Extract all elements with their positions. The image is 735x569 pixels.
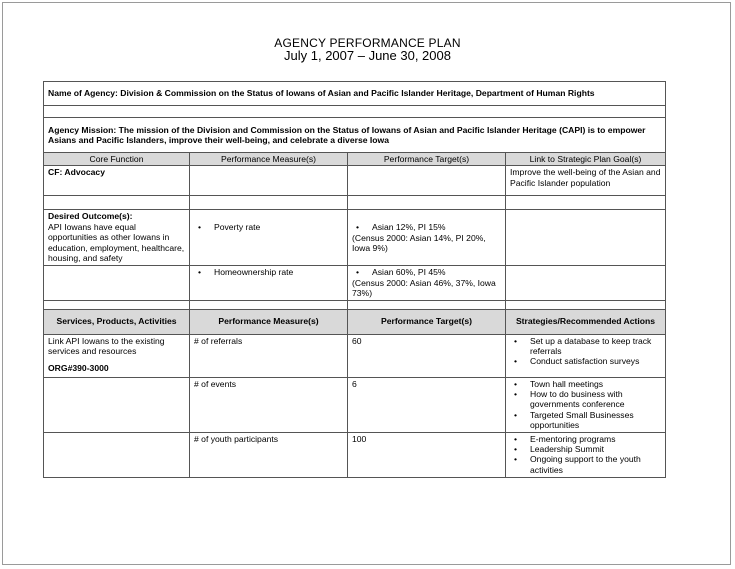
desired-outcome-text: API Iowans have equal opportunities as other Iowans in education, employment, healthcare, housing, and safety bbox=[48, 221, 185, 264]
strategic-goal-cell: Improve the well-being of the Asian and Pacific Islander population bbox=[506, 166, 666, 196]
section1-header-row bbox=[44, 153, 666, 166]
header-core-function: Core Function bbox=[44, 153, 190, 166]
header-strategies-actions: Strategies/Recommended Actions bbox=[506, 309, 666, 334]
performance-plan-table bbox=[43, 81, 666, 478]
action-item: • Conduct satisfaction surveys bbox=[510, 356, 661, 366]
youth-participants-row bbox=[44, 432, 666, 477]
measure-poverty-rate: • Poverty rate bbox=[194, 222, 343, 232]
action-item: • Town hall meetings bbox=[510, 379, 661, 389]
target-homeownership-rate: • Asian 60%, PI 45% bbox=[352, 267, 501, 277]
org-number: ORG#390-3000 bbox=[48, 363, 109, 374]
document-title: AGENCY PERFORMANCE PLAN bbox=[274, 36, 461, 50]
spacer-row bbox=[44, 300, 666, 309]
target-homeownership-census: (Census 2000: Asian 46%, 37%, Iowa 73%) bbox=[352, 277, 496, 299]
action-item: • Set up a database to keep track referrals bbox=[510, 336, 661, 357]
measure-youth-participants: # of youth participants bbox=[190, 432, 348, 477]
document-period: July 1, 2007 – June 30, 2008 bbox=[284, 48, 451, 63]
core-function-cell: CF: Advocacy bbox=[44, 166, 190, 196]
header-services-products-activities: Services, Products, Activities bbox=[44, 309, 190, 334]
desired-outcome-label: Desired Outcome(s): bbox=[48, 211, 133, 222]
action-item: • E-mentoring programs bbox=[510, 434, 661, 444]
agency-name-row bbox=[44, 82, 666, 106]
desired-outcome-row bbox=[44, 210, 666, 266]
action-item: • Targeted Small Businesses opportunities bbox=[510, 410, 661, 431]
measure-cell bbox=[190, 266, 348, 300]
target-poverty-census: (Census 2000: Asian 14%, PI 20%, Iowa 9%) bbox=[352, 232, 486, 254]
events-row bbox=[44, 377, 666, 432]
desired-outcome-cell bbox=[44, 210, 190, 266]
target-cell bbox=[348, 266, 506, 300]
agency-name: Name of Agency: Division & Commission on the Status of Iowans of Asian and Pacific Islander Heritage, Department of Human Rights bbox=[44, 82, 666, 106]
target-youth-participants: 100 bbox=[348, 432, 506, 477]
actions-cell bbox=[506, 432, 666, 477]
target-poverty-rate: • Asian 12%, PI 15% bbox=[352, 222, 501, 232]
action-item: • Ongoing support to the youth activities bbox=[510, 454, 661, 475]
referrals-row bbox=[44, 334, 666, 377]
agency-mission-row bbox=[44, 118, 666, 153]
section2-header-row bbox=[44, 309, 666, 334]
measure-referrals: # of referrals bbox=[190, 334, 348, 377]
agency-mission: Agency Mission: The mission of the Division and Commission on the Status of Iowans of Asian and Pacific Islander Heritage (CAPI) is to empower Asians and Pacific Islanders, improve their well-being, and celebrate a diverse Iowa bbox=[44, 118, 666, 153]
spacer-row bbox=[44, 106, 666, 118]
action-item: • Leadership Summit bbox=[510, 444, 661, 454]
core-function-row bbox=[44, 166, 666, 196]
header-performance-targets: Performance Target(s) bbox=[348, 153, 506, 166]
service-text: Link API Iowans to the existing services and resources bbox=[48, 335, 165, 357]
target-cell bbox=[348, 210, 506, 266]
measure-cell bbox=[190, 210, 348, 266]
header-performance-measures: Performance Measure(s) bbox=[190, 153, 348, 166]
target-referrals: 60 bbox=[348, 334, 506, 377]
measure-events: # of events bbox=[190, 377, 348, 432]
spacer-row bbox=[44, 196, 666, 210]
header-strategic-plan-link: Link to Strategic Plan Goal(s) bbox=[506, 153, 666, 166]
measure-homeownership-rate: • Homeownership rate bbox=[194, 267, 343, 277]
header-performance-targets: Performance Target(s) bbox=[348, 309, 506, 334]
service-cell bbox=[44, 334, 190, 377]
actions-cell bbox=[506, 377, 666, 432]
target-events: 6 bbox=[348, 377, 506, 432]
homeownership-row bbox=[44, 266, 666, 300]
actions-cell bbox=[506, 334, 666, 377]
action-item: • How to do business with governments conference bbox=[510, 389, 661, 410]
header-performance-measures: Performance Measure(s) bbox=[190, 309, 348, 334]
